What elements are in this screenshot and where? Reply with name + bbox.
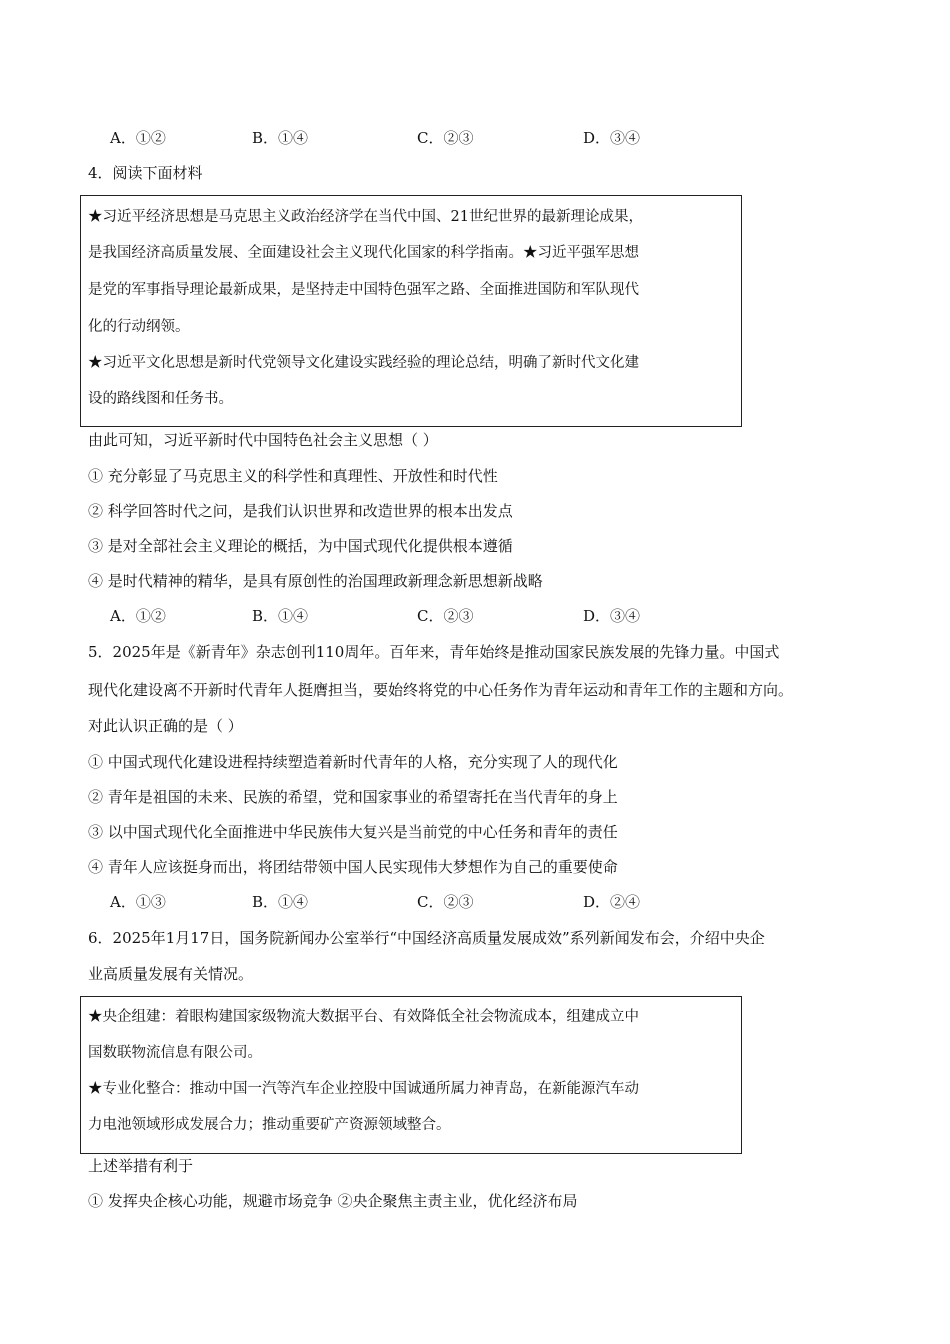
q6-stem-line: 业高质量发展有关情况。 bbox=[88, 965, 254, 983]
q5-stem-line: 5．2025年是《新青年》杂志创刊110周年。百年来，青年始终是推动国家民族发展的先锋力量。中国式 bbox=[88, 643, 780, 661]
q5-stem-line: 对此认识正确的是（ ） bbox=[88, 717, 243, 735]
q5-option-b: B．①④ bbox=[252, 893, 309, 911]
q4-material-line: ★习近平文化思想是新时代党领导文化建设实践经验的理论总结，明确了新时代文化建 bbox=[88, 355, 639, 371]
q4-material-line: ★习近平经济思想是马克思主义政治经济学在当代中国、21世纪世界的最新理论成果， bbox=[88, 209, 643, 225]
q5-option-c: C．②③ bbox=[417, 893, 474, 911]
q3-option-d: D．③④ bbox=[583, 129, 641, 147]
q5-item: ① 中国式现代化建设进程持续塑造着新时代青年的人格，充分实现了人的现代化 bbox=[88, 753, 618, 771]
q4-option-c: C．②③ bbox=[417, 607, 474, 625]
q4-item: ① 充分彰显了马克思主义的科学性和真理性、开放性和时代性 bbox=[88, 467, 498, 485]
q6-question: 上述举措有利于 bbox=[88, 1157, 194, 1175]
q4-option-a: A．①② bbox=[110, 607, 166, 625]
q4-option-d: D．③④ bbox=[583, 607, 641, 625]
q4-item: ④ 是时代精神的精华，是具有原创性的治国理政新理念新思想新战略 bbox=[88, 572, 543, 590]
q4-stem: 4．阅读下面材料 bbox=[88, 164, 203, 182]
q4-item: ③ 是对全部社会主义理论的概括，为中国式现代化提供根本遵循 bbox=[88, 537, 513, 555]
q6-material-line: 国数联物流信息有限公司。 bbox=[88, 1045, 262, 1061]
q6-material-box bbox=[80, 996, 742, 1154]
q6-item: ① 发挥央企核心功能，规避市场竞争 ②央企聚焦主责主业，优化经济布局 bbox=[88, 1192, 578, 1210]
q3-option-c: C．②③ bbox=[417, 129, 474, 147]
q4-material-line: 设的路线图和任务书。 bbox=[88, 391, 233, 407]
q4-option-b: B．①④ bbox=[252, 607, 309, 625]
q4-material-line: 是党的军事指导理论最新成果，是坚持走中国特色强军之路、全面推进国防和军队现代 bbox=[88, 282, 639, 298]
q4-material-line: 是我国经济高质量发展、全面建设社会主义现代化国家的科学指南。★习近平强军思想 bbox=[88, 245, 639, 261]
q6-material-line: ★专业化整合：推动中国一汽等汽车企业控股中国诚通所属力神青岛，在新能源汽车动 bbox=[88, 1081, 639, 1097]
q4-material-line: 化的行动纲领。 bbox=[88, 319, 190, 335]
q5-item: ② 青年是祖国的未来、民族的希望，党和国家事业的希望寄托在当代青年的身上 bbox=[88, 788, 618, 806]
q5-item: ④ 青年人应该挺身而出，将团结带领中国人民实现伟大梦想作为自己的重要使命 bbox=[88, 858, 618, 876]
q4-material-box bbox=[80, 195, 742, 427]
q5-item: ③ 以中国式现代化全面推进中华民族伟大复兴是当前党的中心任务和青年的责任 bbox=[88, 823, 618, 841]
q5-stem-line: 现代化建设离不开新时代青年人挺膺担当，要始终将党的中心任务作为青年运动和青年工作的主题和方向。 bbox=[88, 681, 794, 699]
q3-option-b: B．①④ bbox=[252, 129, 309, 147]
q5-option-a: A．①③ bbox=[110, 893, 166, 911]
q3-option-a: A．①② bbox=[110, 129, 166, 147]
q4-question: 由此可知，习近平新时代中国特色社会主义思想（ ） bbox=[88, 431, 438, 449]
q5-option-d: D．②④ bbox=[583, 893, 641, 911]
q6-material-line: 力电池领域形成发展合力；推动重要矿产资源领域整合。 bbox=[88, 1117, 451, 1133]
q6-stem-line: 6．2025年1月17日，国务院新闻办公室举行“中国经济高质量发展成效”系列新闻发布会，介绍中央企 bbox=[88, 929, 765, 947]
q4-item: ② 科学回答时代之问，是我们认识世界和改造世界的根本出发点 bbox=[88, 502, 513, 520]
q6-material-line: ★央企组建：着眼构建国家级物流大数据平台、有效降低全社会物流成本，组建成立中 bbox=[88, 1009, 639, 1025]
